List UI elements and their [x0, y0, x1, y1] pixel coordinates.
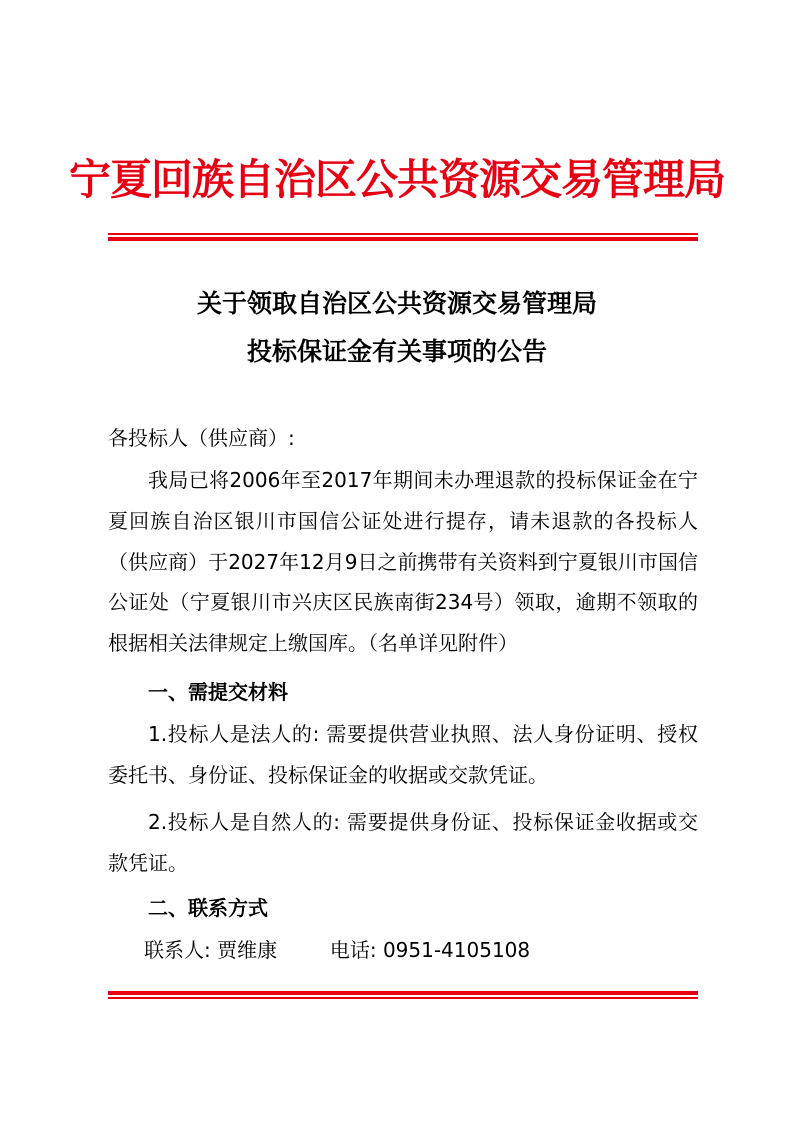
section2-heading: 二、联系方式: [148, 896, 268, 920]
salutation: 各投标人（供应商）:: [108, 426, 295, 450]
section1-item1: 1.投标人是法人的: 需要提供营业执照、法人身份证明、授权委托书、身份证、投标保证金的收据或交款凭证。: [108, 722, 698, 787]
header-divider: [108, 233, 698, 241]
masthead-title: 宁夏回族自治区公共资源交易管理局: [68, 155, 725, 204]
intro-paragraph: 我局已将2006年至2017年期间未办理退款的投标保证金在宁夏回族自治区银川市国信公证处进行提存，请未退款的各投标人（供应商）于2027年12月9日之前携带有关资料到宁夏银川市国信公证处（宁夏银川市兴庆区民族南街234号）领取，逾期不领取的根据相关法律规定上缴国库。（名单详见附件）: [108, 468, 698, 656]
section1-item2: 2.投标人是自然人的: 需要提供身份证、投标保证金收据或交款凭证。: [108, 810, 698, 875]
contact-line: [144, 930, 704, 971]
contact-name: 贾维康: [217, 938, 278, 962]
footer-divider: [108, 991, 698, 999]
footer-divider-thin: [108, 997, 698, 999]
section1-heading: 一、需提交材料: [148, 680, 288, 704]
phone-label: 电话:: [329, 938, 377, 962]
notice-title-line2: 投标保证金有关事项的公告: [246, 337, 547, 366]
notice-title-line1: 关于领取自治区公共资源交易管理局: [196, 289, 597, 318]
contact-label: 联系人:: [144, 938, 211, 962]
phone-number: 0951-4105108: [382, 938, 531, 962]
header-divider-thick: [108, 237, 698, 241]
